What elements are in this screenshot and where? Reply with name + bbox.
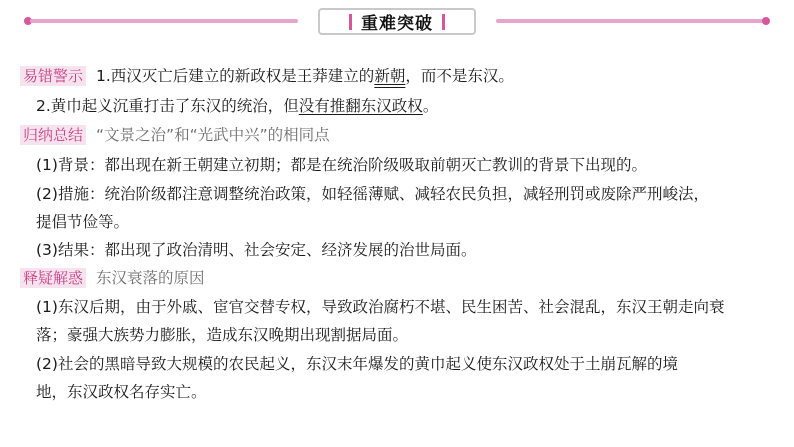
errors-l1-emphasis: 新朝 xyxy=(374,67,406,85)
errors-line-2 xyxy=(36,96,438,116)
doubts-p2-line2: 地，东汉政权名存实亡。 xyxy=(36,383,207,401)
errors-line-1 xyxy=(20,66,514,86)
header-title-box xyxy=(318,8,476,35)
doubts-p2-line1: (2)社会的黑暗导致大规模的农民起义，东汉末年爆发的黄巾起义使东汉政权处于土崩瓦解的境 xyxy=(36,355,678,373)
doubts-p1-line1: (1)东汉后期，由于外戚、宦官交替专权，导致政治腐朽不堪、民生困苦、社会混乱，东汉王朝走向衰 xyxy=(36,298,725,316)
summary-p1: (1)背景：都出现在新王朝建立初期；都是在统治阶级吸取前朝灭亡教训的背景下出现的。 xyxy=(36,156,647,174)
section-header xyxy=(0,8,794,36)
doubts-p1-line2: 落；豪强大族势力膨胀，造成东汉晚期出现割据局面。 xyxy=(36,326,409,344)
summary-p2-line2: 提倡节俭等。 xyxy=(36,213,130,231)
header-right-rule xyxy=(496,19,764,23)
errors-l1-post: ，而不是东汉。 xyxy=(405,67,514,85)
doubts-tag: 释疑解惑 xyxy=(20,268,86,288)
header-left-rule xyxy=(30,19,298,23)
page-title: 重难突破 xyxy=(361,14,433,34)
errors-l2-pre: 2.黄巾起义沉重打击了东汉的统治，但 xyxy=(36,97,299,115)
title-left-bar xyxy=(349,14,352,30)
doubts-heading xyxy=(20,268,205,288)
summary-p3: (3)结果：都出现了政治清明、社会安定、经济发展的治世局面。 xyxy=(36,241,477,259)
summary-tag: 归纳总结 xyxy=(20,125,86,145)
summary-title: “文景之治”和“光武中兴”的相同点 xyxy=(96,126,330,144)
errors-l2-post: 。 xyxy=(422,97,439,115)
errors-tag: 易错警示 xyxy=(20,66,86,86)
header-right-dot xyxy=(762,17,770,25)
summary-p2-line1: (2)措施：统治阶级都注意调整统治政策，如轻徭薄赋、减轻农民负担，减轻刑罚或废除严刑峻法， xyxy=(36,185,709,203)
errors-l1-pre: 1.西汉灭亡后建立的新政权是王莽建立的 xyxy=(96,67,375,85)
doubts-title: 东汉衰落的原因 xyxy=(96,269,205,287)
title-right-bar xyxy=(442,14,445,30)
summary-heading xyxy=(20,125,330,145)
errors-l2-emphasis: 没有推翻东汉政权 xyxy=(298,97,423,115)
